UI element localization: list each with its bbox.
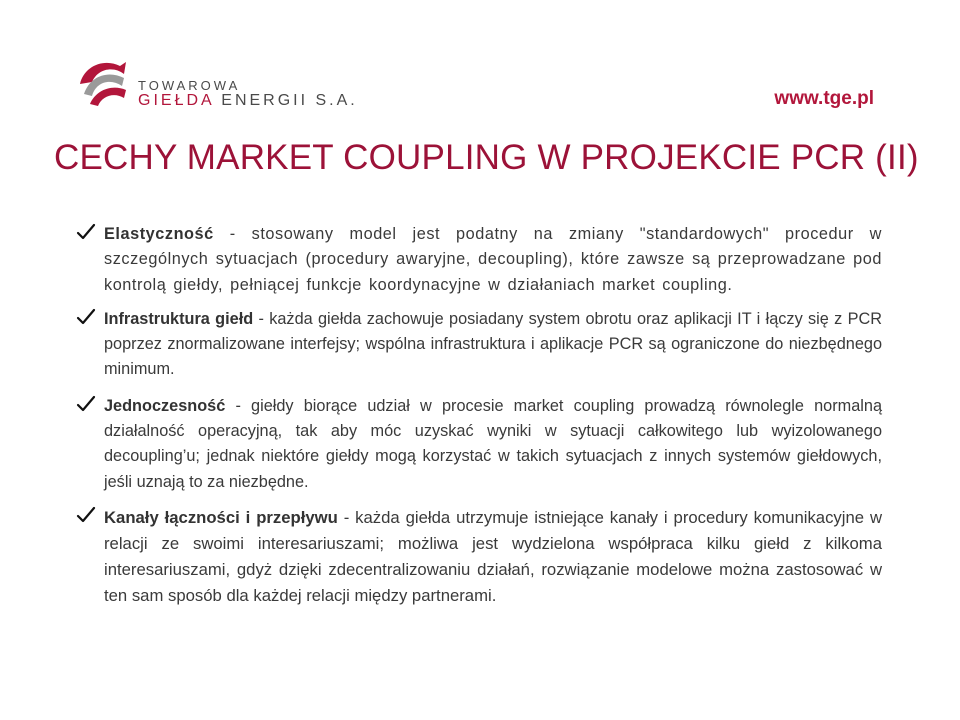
logo-line-1: TOWAROWA — [138, 78, 241, 93]
logo-wordmark — [138, 78, 368, 110]
bullet-description: - każda giełda utrzymuje istniejące kanały i procedury komunikacyjne w relacji ze swoimi interesariuszami; możliwa jest wydzielona współpraca kilku giełd z kilkoma interesariuszami, gdyż dzięki zdecentralizowaniu działań, rozwiązanie modelowe można zastosować w ten sam sposób dla każdej relacji między partnerami. — [104, 507, 882, 605]
tge-logo — [74, 54, 364, 114]
checkmark-icon — [76, 223, 96, 241]
slide-header — [0, 0, 960, 120]
tge-logo-mark-icon — [74, 54, 132, 112]
bullet-item-kanaly — [76, 505, 882, 609]
bullet-description: - każda giełda zachowuje posiadany system obrotu oraz aplikacji IT i łączy się z PCR poprzez znormalizowane interfejsy; wspólna infrastruktura i aplikacje PCR są ograniczone do niezbędnego minimum. — [104, 309, 882, 379]
bullet-description: - giełdy biorące udział w procesie market coupling prowadzą równolegle normalną działalność operacyjną, tak aby móc uzyskać wyniki w sytuacji całkowitego lub wyizolowanego decoupling’u; jednak niektóre giełdy mogą korzystać w takich sytuacjach z innych systemów giełdowych, jeśli uznają to za niezbędne. — [104, 396, 882, 491]
checkmark-icon — [76, 308, 96, 326]
bullet-text — [104, 307, 882, 383]
bullet-item-infrastruktura — [76, 307, 882, 383]
bullet-term: Jednoczesność — [104, 396, 226, 415]
logo-line-2 — [138, 92, 358, 110]
bullet-term: Kanały łączności i przepływu — [104, 507, 338, 527]
bullet-item-jednoczesnosc — [76, 394, 882, 495]
bullet-description: - stosowany model jest podatny na zmiany "standardowych" procedur w szczególnych sytuacjach (procedury awaryjne, decoupling), które zawsze są przeprowadzane pod kontrolą giełdy, pełniącej funkcje koordynacyjne w działaniach market coupling. — [104, 225, 882, 294]
website-url[interactable]: www.tge.pl — [774, 88, 874, 109]
bullet-text — [104, 222, 882, 298]
slide-title: CECHY MARKET COUPLING W PROJEKCIE PCR (II) — [54, 138, 919, 177]
checkmark-icon — [76, 506, 96, 524]
bullet-term: Elastyczność — [104, 225, 214, 243]
logo-line-2-part-a: GIEŁDA — [138, 92, 214, 109]
bullet-text — [104, 394, 882, 495]
bullet-item-elastycznosc — [76, 222, 882, 298]
bullet-list — [76, 222, 882, 609]
checkmark-icon — [76, 395, 96, 413]
bullet-term: Infrastruktura giełd — [104, 309, 254, 328]
logo-line-2-part-b: ENERGII S.A. — [221, 92, 358, 109]
bullet-text — [104, 505, 882, 609]
